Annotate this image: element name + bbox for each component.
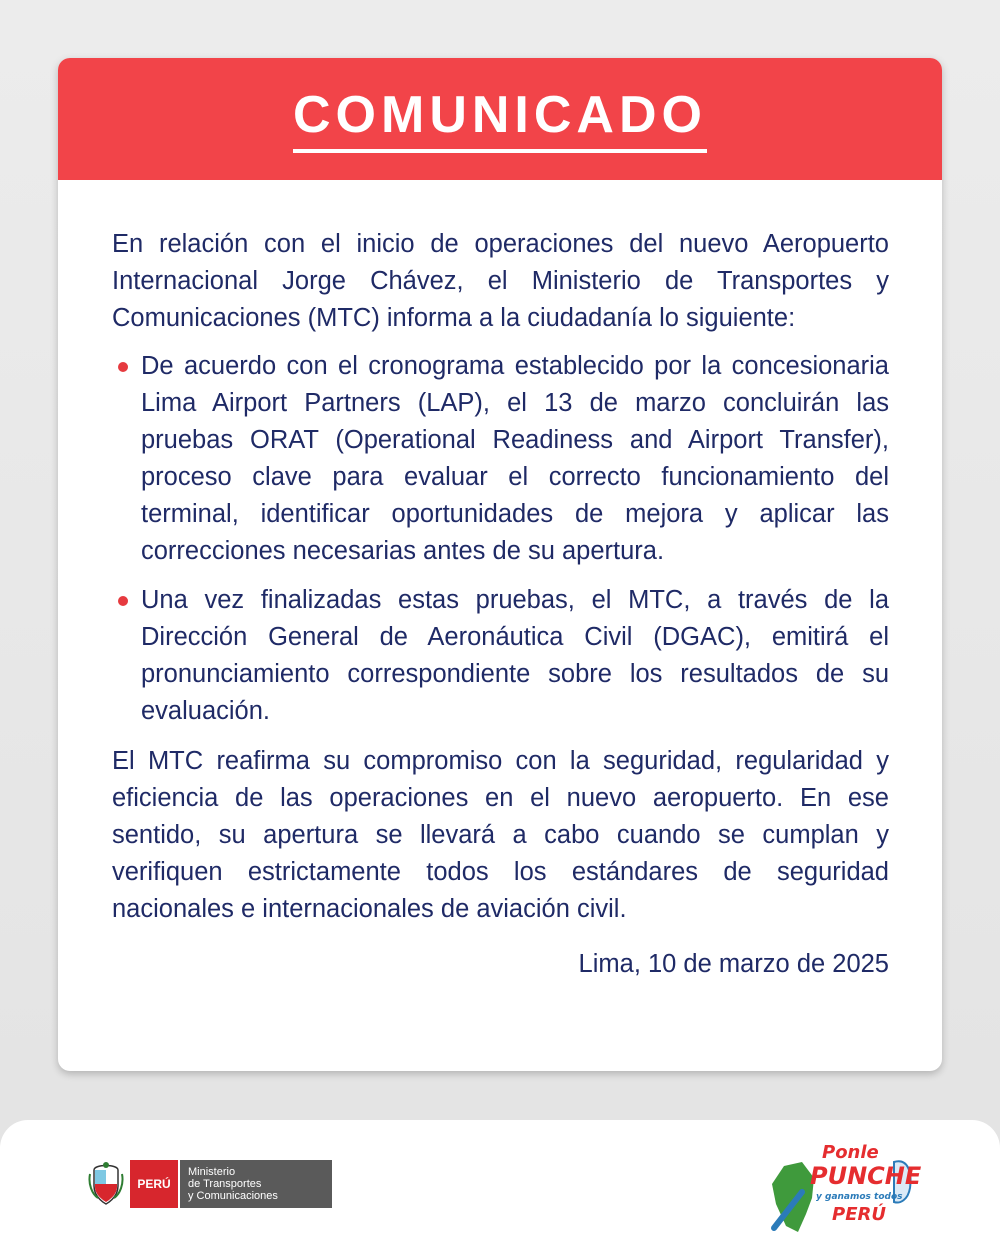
ministry-line: y Comunicaciones <box>188 1190 278 1202</box>
ministry-line: Ministerio <box>188 1166 236 1178</box>
peru-label-box <box>130 1160 178 1208</box>
footer <box>0 1120 1000 1250</box>
campaign-text: PERÚ <box>832 1204 886 1225</box>
closing-paragraph: El MTC reafirma su compromiso con la seguridad, regularidad y eficiencia de las operaciones en el nuevo aeropuerto. En ese sentido, su apertura se llevará a cabo cuando se cumplan y verifiquen estrictamente todos los estándares de seguridad nacionales e internacionales de aviación civil. <box>112 747 889 923</box>
signoff-date: Lima, 10 de marzo de 2025 <box>578 950 889 978</box>
campaign-text: PUNCHE <box>810 1162 922 1190</box>
country-label: PERÚ <box>137 1177 171 1191</box>
notice-title: COMUNICADO <box>293 89 707 153</box>
notice-header <box>58 58 942 180</box>
intro-paragraph: En relación con el inicio de operaciones del nuevo Aeropuerto Internacional Jorge Chávez, el Ministerio de Transportes y Comunicaciones (MTC) informa a la ciudadanía lo siguiente: <box>112 230 889 332</box>
campaign-text: Ponle <box>822 1142 879 1163</box>
campaign-text: y ganamos todos <box>816 1192 903 1202</box>
bullet-text: De acuerdo con el cronograma establecido por la concesionaria Lima Airport Partners (LAP), el 13 de marzo concluirán las pruebas ORAT (Operational Readiness and Airport Transfer), proceso clave para evaluar el correcto funcionamiento del terminal, identificar oportunidades de mejora y aplicar las correcciones necesarias antes de su apertura. <box>141 352 889 565</box>
ministry-line: de Transportes <box>188 1178 262 1190</box>
bullet-list <box>112 348 889 730</box>
bullet-item <box>112 582 889 730</box>
notice-card <box>58 58 942 1071</box>
ministry-logo <box>88 1160 332 1208</box>
bullet-item <box>112 348 889 570</box>
ministry-name-box <box>180 1160 332 1208</box>
bullet-dot-icon <box>118 362 128 372</box>
campaign-logo <box>762 1142 922 1242</box>
notice-body <box>58 180 942 983</box>
bullet-dot-icon <box>118 596 128 606</box>
bullet-text: Una vez finalizadas estas pruebas, el MTC, a través de la Dirección General de Aeronáutica Civil (DGAC), emitirá el pronunciamiento correspondiente sobre los resultados de su evaluación. <box>141 586 889 725</box>
coat-of-arms-icon <box>88 1160 124 1208</box>
